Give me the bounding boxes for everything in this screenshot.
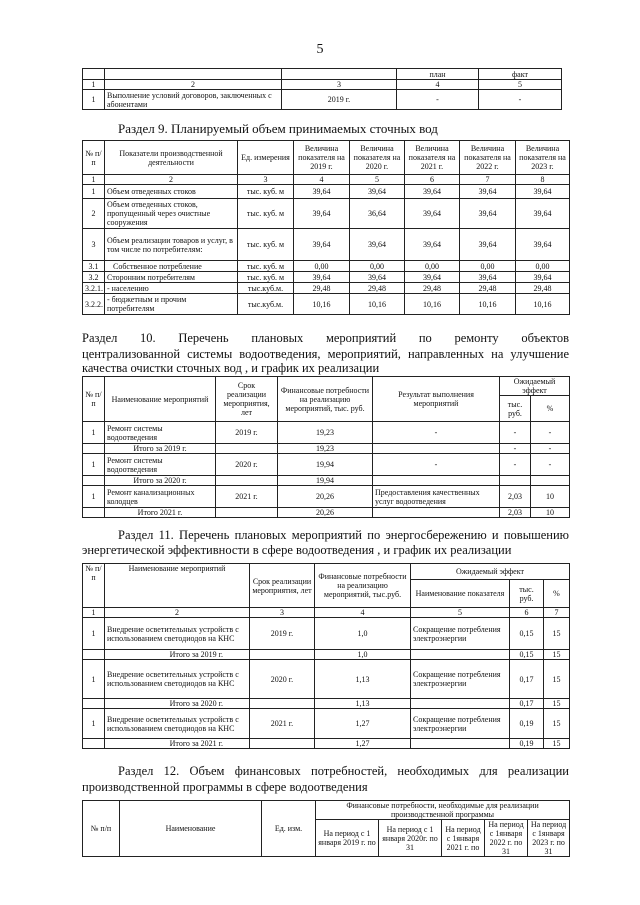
row-result: - <box>373 422 500 444</box>
cell <box>282 69 397 80</box>
header-cell: % <box>544 580 570 608</box>
row-num: 3.2.2. <box>83 294 105 315</box>
header-cell: Величина показателя на 2019 г. <box>294 141 350 175</box>
row-value: 39,64 <box>516 229 570 261</box>
row-value: 39,64 <box>516 185 570 199</box>
row-name: Внедрение осветительных устройств с использованием светодиодов на КНС <box>105 709 250 739</box>
header-cell: Срок реализации мероприятия, лет <box>216 377 278 422</box>
row-fin: 19,94 <box>278 454 373 476</box>
row-result: - <box>373 454 500 476</box>
row-year: 2021 г. <box>216 486 278 508</box>
section-12-title-line-2: производственной программы в сфере водоотведения <box>82 780 368 794</box>
header-cell: № п/ п <box>83 141 105 175</box>
row-fin: 19,94 <box>278 476 373 486</box>
header-cell: Наименование мероприятий <box>105 377 216 422</box>
col-num: 1 <box>83 80 105 90</box>
cell <box>83 508 105 518</box>
row-name: Объем отведенных стоков <box>105 185 238 199</box>
row-num: 1 <box>83 709 105 739</box>
header-cell: № п/ п <box>83 377 105 422</box>
header-cell: Величина показателя на 2020 г. <box>350 141 405 175</box>
row-value: 10,16 <box>460 294 516 315</box>
row-fin: 1,27 <box>315 739 411 749</box>
row-value: 39,64 <box>350 229 405 261</box>
row-name: Сторонним потребителям <box>105 272 238 283</box>
row-unit: тыс. куб. м <box>238 272 294 283</box>
header-period: На период с 1 января 2020г. по 31 <box>379 820 442 857</box>
col-num: 3 <box>250 608 315 618</box>
row-pct: - <box>531 444 570 454</box>
header-cell: Ожидаемый эффект <box>411 564 570 580</box>
row-num: 3.2 <box>83 272 105 283</box>
header-cell: тыс. руб. <box>500 396 531 422</box>
row-value: 39,64 <box>294 199 350 229</box>
row-fact: - <box>479 90 562 110</box>
row-unit: тыс.куб.м. <box>238 283 294 294</box>
row-num: 1 <box>83 486 105 508</box>
row-pct: 15 <box>544 650 570 660</box>
section-11-title-line-2: энергетической эффективности в сфере водоотведения , и график их реализации <box>82 543 512 557</box>
row-num: 1 <box>83 185 105 199</box>
row-value: 39,64 <box>460 185 516 199</box>
row-value: 10,16 <box>294 294 350 315</box>
header-cell: Финансовые потребности на реализацию мероприятий, тыс.руб. <box>315 564 411 608</box>
header-cell: Результат выполнения мероприятий <box>373 377 500 422</box>
table-section-12 <box>82 800 570 857</box>
header-cell: Величина показателя на 2022 г. <box>460 141 516 175</box>
row-rub: - <box>500 444 531 454</box>
header-cell: Финансовые потребности, необходимые для реализации производственной программы <box>316 801 570 820</box>
row-num: 1 <box>83 422 105 444</box>
col-num: 3 <box>282 80 397 90</box>
row-fin: 1,0 <box>315 618 411 650</box>
row-value: 39,64 <box>294 229 350 261</box>
row-pct: 15 <box>544 618 570 650</box>
row-year: 2019 г. <box>216 422 278 444</box>
header-cell: Ед. измерения <box>238 141 294 175</box>
col-num: 4 <box>315 608 411 618</box>
row-value: 39,64 <box>294 185 350 199</box>
cell <box>83 699 105 709</box>
row-total: Итого 2021 г. <box>105 508 216 518</box>
row-value: 39,64 <box>350 272 405 283</box>
section-12-title-line-1: Раздел 12. Объем финансовых потребностей, необходимых для реализации <box>118 764 569 778</box>
row-rub: 2,03 <box>500 508 531 518</box>
header-fact: факт <box>479 69 562 80</box>
row-name: Ремонт системы водоотведения <box>105 454 216 476</box>
header-cell: Финансовые потребности на реализацию мероприятий, тыс. руб. <box>278 377 373 422</box>
header-cell: Ед. изм. <box>262 801 316 857</box>
section-10-title-line-1: Раздел 10. Перечень плановых мероприятий по ремонту объектов <box>82 331 569 345</box>
row-total: Итого за 2019 г. <box>105 650 250 660</box>
row-unit: тыс. куб. м <box>238 261 294 272</box>
col-num: 1 <box>83 175 105 185</box>
row-num: 2 <box>83 199 105 229</box>
row-value: 39,64 <box>405 199 460 229</box>
row-rub: 0,15 <box>510 650 544 660</box>
row-name: Объем реализации товаров и услуг, в том числе по потребителям: <box>105 229 238 261</box>
col-num: 2 <box>105 608 250 618</box>
section-10-title-line-3: качества очистки сточных вод , и график их реализации <box>82 361 380 375</box>
row-value: 39,64 <box>516 272 570 283</box>
row-rub: 2,03 <box>500 486 531 508</box>
row-name: - населению <box>105 283 238 294</box>
row-name: Ремонт системы водоотведения <box>105 422 216 444</box>
table-section-8 <box>82 68 562 110</box>
row-fin: 19,23 <box>278 422 373 444</box>
header-period: На период с 1января 2023 г. по 31 <box>528 820 570 857</box>
header-period: На период с 1января 2021 г. по <box>442 820 485 857</box>
row-name: Ремонт канализационных колодцев <box>105 486 216 508</box>
row-value: 0,00 <box>294 261 350 272</box>
header-plan: план <box>397 69 479 80</box>
cell <box>373 508 500 518</box>
cell <box>216 476 278 486</box>
row-num: 3 <box>83 229 105 261</box>
row-value: 36,64 <box>350 199 405 229</box>
col-num: 4 <box>397 80 479 90</box>
row-fin: 1,0 <box>315 650 411 660</box>
row-year: 2020 г. <box>250 660 315 699</box>
row-rub: - <box>500 422 531 444</box>
cell <box>216 508 278 518</box>
row-pct: 10 <box>531 508 570 518</box>
row-value: 10,16 <box>516 294 570 315</box>
row-value: 29,48 <box>460 283 516 294</box>
row-rub: 0,17 <box>510 699 544 709</box>
row-num: 1 <box>83 90 105 110</box>
table-section-9 <box>82 140 570 315</box>
row-unit: тыс.куб.м. <box>238 294 294 315</box>
cell <box>83 69 105 80</box>
row-value: 39,64 <box>294 272 350 283</box>
col-num: 1 <box>83 608 105 618</box>
col-num: 5 <box>411 608 510 618</box>
row-num: 3.2.1. <box>83 283 105 294</box>
row-value: 10,16 <box>350 294 405 315</box>
row-value: 0,00 <box>350 261 405 272</box>
section-10-title-line-2: централизованной системы водоотведения, мероприятий, направленных на улучшение <box>82 347 569 361</box>
row-name: Внедрение осветительных устройств с использованием светодиодов на КНС <box>105 660 250 699</box>
cell <box>83 650 105 660</box>
header-cell: Срок реализации мероприятия, лет <box>250 564 315 608</box>
row-name: - бюджетным и прочим потребителям <box>105 294 238 315</box>
header-cell: Величина показателя на 2021 г. <box>405 141 460 175</box>
row-value: 39,64 <box>460 229 516 261</box>
row-name: Выполнение условий договоров, заключенных с абонентами <box>105 90 282 110</box>
cell <box>83 444 105 454</box>
row-rub: 0,17 <box>510 660 544 699</box>
header-period: На период с 1 января 2019 г. по <box>316 820 379 857</box>
row-value: 29,48 <box>405 283 460 294</box>
row-year: 2019 г. <box>282 90 397 110</box>
row-name: Собственное потребление <box>105 261 238 272</box>
col-num: 6 <box>510 608 544 618</box>
cell <box>250 650 315 660</box>
row-year: 2020 г. <box>216 454 278 476</box>
row-value: 0,00 <box>460 261 516 272</box>
row-rub: - <box>500 454 531 476</box>
row-name: Внедрение осветительных устройств с использованием светодиодов на КНС <box>105 618 250 650</box>
col-num: 3 <box>238 175 294 185</box>
cell <box>411 739 510 749</box>
section-9-title: Раздел 9. Планируемый объем принимаемых сточных вод <box>118 121 438 136</box>
row-total: Итого за 2019 г. <box>105 444 216 454</box>
header-cell: тыс. руб. <box>510 580 544 608</box>
row-unit: тыс. куб. м <box>238 199 294 229</box>
header-cell: Показатели производственной деятельности <box>105 141 238 175</box>
col-num: 7 <box>544 608 570 618</box>
row-pct <box>531 476 570 486</box>
col-num: 6 <box>405 175 460 185</box>
section-11-title-line-1: Раздел 11. Перечень плановых мероприятий по энергосбережению и повышению <box>118 528 569 542</box>
row-rub: 0,19 <box>510 739 544 749</box>
row-pct: - <box>531 454 570 476</box>
row-fin: 20,26 <box>278 508 373 518</box>
row-value: 29,48 <box>294 283 350 294</box>
row-pct: 15 <box>544 709 570 739</box>
header-cell: % <box>531 396 570 422</box>
header-cell: Ожидаемый эффект <box>500 377 570 396</box>
row-indicator: Сокращение потребления электроэнергии <box>411 709 510 739</box>
row-fin: 20,26 <box>278 486 373 508</box>
row-total: Итого за 2020 г. <box>105 699 250 709</box>
row-rub <box>500 476 531 486</box>
row-value: 39,64 <box>516 199 570 229</box>
cell <box>250 739 315 749</box>
row-pct: 10 <box>531 486 570 508</box>
header-cell: № п/п <box>83 801 120 857</box>
row-pct: 15 <box>544 699 570 709</box>
col-num: 2 <box>105 175 238 185</box>
table-section-11 <box>82 563 570 749</box>
row-value: 39,64 <box>405 229 460 261</box>
row-rub: 0,19 <box>510 709 544 739</box>
row-num: 1 <box>83 618 105 650</box>
row-value: 0,00 <box>405 261 460 272</box>
header-cell: Наименование показателя <box>411 580 510 608</box>
row-total: Итого за 2021 г. <box>105 739 250 749</box>
row-pct: - <box>531 422 570 444</box>
row-fin: 1,13 <box>315 660 411 699</box>
row-result: Предоставления качественных услуг водоотведения <box>373 486 500 508</box>
cell <box>250 699 315 709</box>
row-pct: 15 <box>544 739 570 749</box>
col-num: 2 <box>105 80 282 90</box>
row-year: 2021 г. <box>250 709 315 739</box>
row-num: 1 <box>83 454 105 476</box>
header-cell: № п/п <box>83 564 105 608</box>
header-cell: Наименование <box>120 801 262 857</box>
row-total: Итого за 2020 г. <box>105 476 216 486</box>
row-plan: - <box>397 90 479 110</box>
row-pct: 15 <box>544 660 570 699</box>
row-year: 2019 г. <box>250 618 315 650</box>
row-value: 39,64 <box>350 185 405 199</box>
table-section-10 <box>82 376 570 518</box>
row-value: 10,16 <box>405 294 460 315</box>
col-num: 8 <box>516 175 570 185</box>
col-num: 5 <box>350 175 405 185</box>
row-value: 39,64 <box>460 199 516 229</box>
row-fin: 1,13 <box>315 699 411 709</box>
cell <box>373 476 500 486</box>
row-indicator: Сокращение потребления электроэнергии <box>411 618 510 650</box>
row-value: 39,64 <box>405 272 460 283</box>
header-cell: Величина показателя на 2023 г. <box>516 141 570 175</box>
cell <box>83 476 105 486</box>
col-num: 7 <box>460 175 516 185</box>
row-value: 29,48 <box>516 283 570 294</box>
row-value: 29,48 <box>350 283 405 294</box>
row-rub: 0,15 <box>510 618 544 650</box>
row-num: 3.1 <box>83 261 105 272</box>
row-num: 1 <box>83 660 105 699</box>
row-value: 0,00 <box>516 261 570 272</box>
row-name: Объем отведенных стоков, пропущенный через очистные сооружения <box>105 199 238 229</box>
header-cell: Наименование мероприятий <box>105 564 250 608</box>
cell <box>105 69 282 80</box>
header-period: На период с 1января 2022 г. по 31 <box>485 820 528 857</box>
col-num: 5 <box>479 80 562 90</box>
cell <box>373 444 500 454</box>
row-fin: 19,23 <box>278 444 373 454</box>
cell <box>83 739 105 749</box>
row-unit: тыс. куб. м <box>238 185 294 199</box>
cell <box>411 699 510 709</box>
row-indicator: Сокращение потребления электроэнергии <box>411 660 510 699</box>
cell <box>411 650 510 660</box>
col-num: 4 <box>294 175 350 185</box>
row-unit: тыс. куб. м <box>238 229 294 261</box>
row-value: 39,64 <box>460 272 516 283</box>
row-value: 39,64 <box>405 185 460 199</box>
page-number: 5 <box>316 42 324 57</box>
cell <box>216 444 278 454</box>
row-fin: 1,27 <box>315 709 411 739</box>
